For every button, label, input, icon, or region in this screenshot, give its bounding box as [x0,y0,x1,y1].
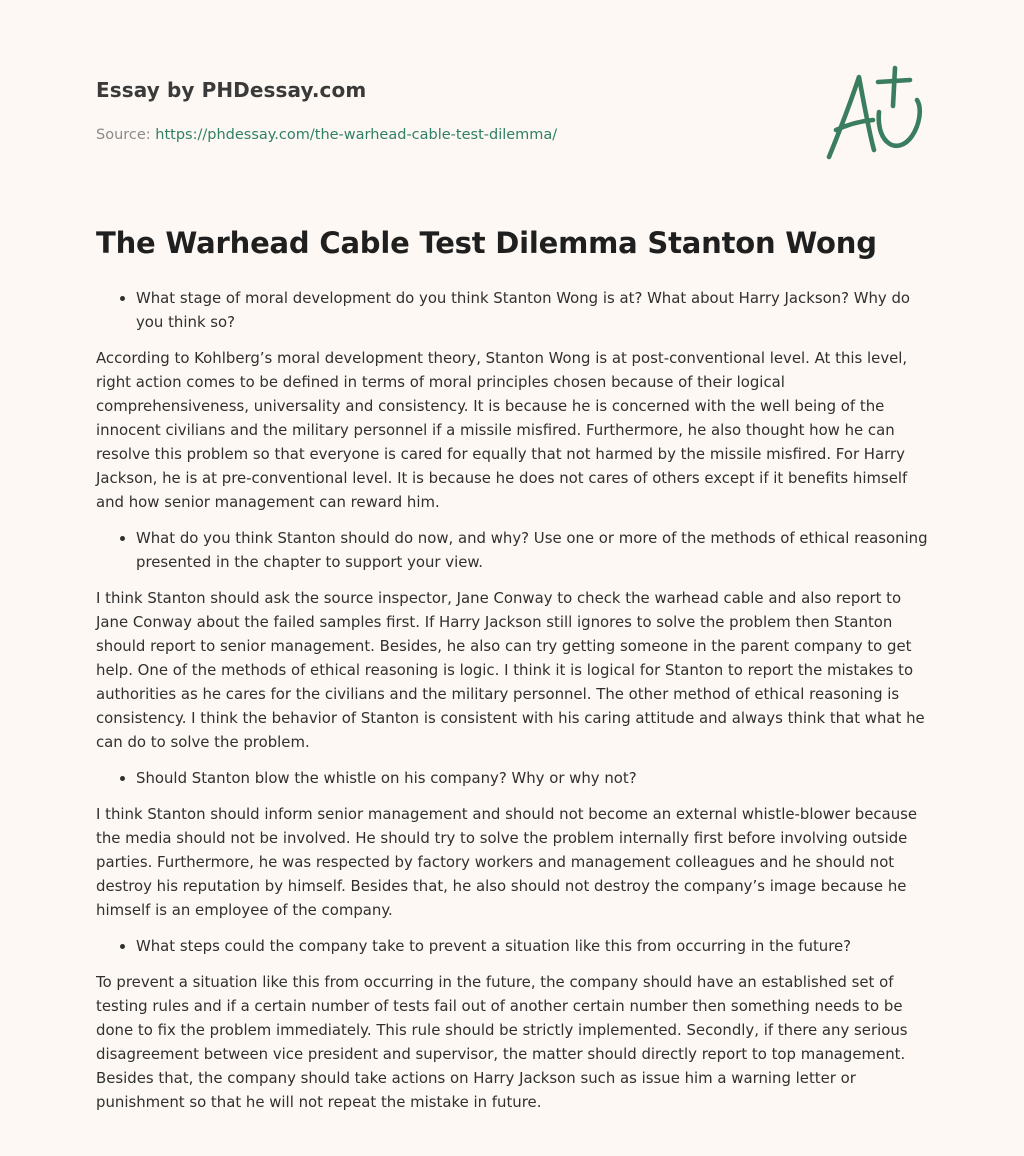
question-item: • What steps could the company take to prevent a situation like this from occurring in the future? [136,934,932,958]
answer-paragraph: I think Stanton should inform senior management and should not become an external whistle-blower because the media should not be involved. He should try to solve the problem internally first before involving outside parties. Furthermore, he was respected by factory workers and management colleagues and he should not destroy his reputation by himself. Besides that, he also should not destroy the company’s image because he himself is an employee of the company. [96,805,918,919]
site-brand: Essay by PHDessay.com [96,78,367,102]
question-list [96,286,932,334]
source-line [96,127,796,143]
source-link[interactable]: https://phdessay.com/the-warhead-cable-test-dilemma/ [155,127,558,143]
answer-paragraph: To prevent a situation like this from occurring in the future, the company should have an established set of testing rules and if a certain number of tests fail out of another certain number then something needs to be done to fix the problem immediately. This rule should be strictly implemented. Secondly, if there any serious disagreement between vice president and supervisor, the matter should directly report to top management. Besides that, the company should take actions on Harry Jackson such as issue him a warning letter or punishment so that he will not repeat the mistake in future. [96,973,908,1111]
essay-body [96,286,932,1126]
answer-paragraph: According to Kohlberg’s moral development theory, Stanton Wong is at post-conventional level. At this level, right action comes to be defined in terms of moral principles chosen because of their logical comprehensiveness, universality and consistency. It is because he is concerned with the well being of the innocent civilians and the military personnel if a missile misfired. Furthermore, he also thought how he can resolve this problem so that everyone is cared for equally that not harmed by the missile misfired. For Harry Jackson, he is at pre-conventional level. It is because he does not cares of others except if it benefits himself and how senior management can reward him. [96,349,908,511]
source-label: Source: [96,127,156,143]
page-header [96,78,796,143]
question-list [96,526,932,574]
essay-title: The Warhead Cable Test Dilemma Stanton Wong [96,226,877,260]
question-item: • What do you think Stanton should do now, and why? Use one or more of the methods of ethical reasoning presented in the chapter to support your view. [136,526,932,574]
question-list [96,766,932,790]
a-plus-logo-icon [818,64,934,168]
question-list [96,934,932,958]
question-item: • What stage of moral development do you think Stanton Wong is at? What about Harry Jackson? Why do you think so? [136,286,932,334]
question-item: • Should Stanton blow the whistle on his company? Why or why not? [136,766,932,790]
answer-paragraph: I think Stanton should ask the source inspector, Jane Conway to check the warhead cable and also report to Jane Conway about the failed samples first. If Harry Jackson still ignores to solve the problem then Stanton should report to senior management. Besides, he also can try getting someone in the parent company to get help. One of the methods of ethical reasoning is logic. I think it is logical for Stanton to report the mistakes to authorities as he cares for the civilians and the military personnel. The other method of ethical reasoning is consistency. I think the behavior of Stanton is consistent with his caring attitude and always think that what he can do to solve the problem. [96,589,925,751]
